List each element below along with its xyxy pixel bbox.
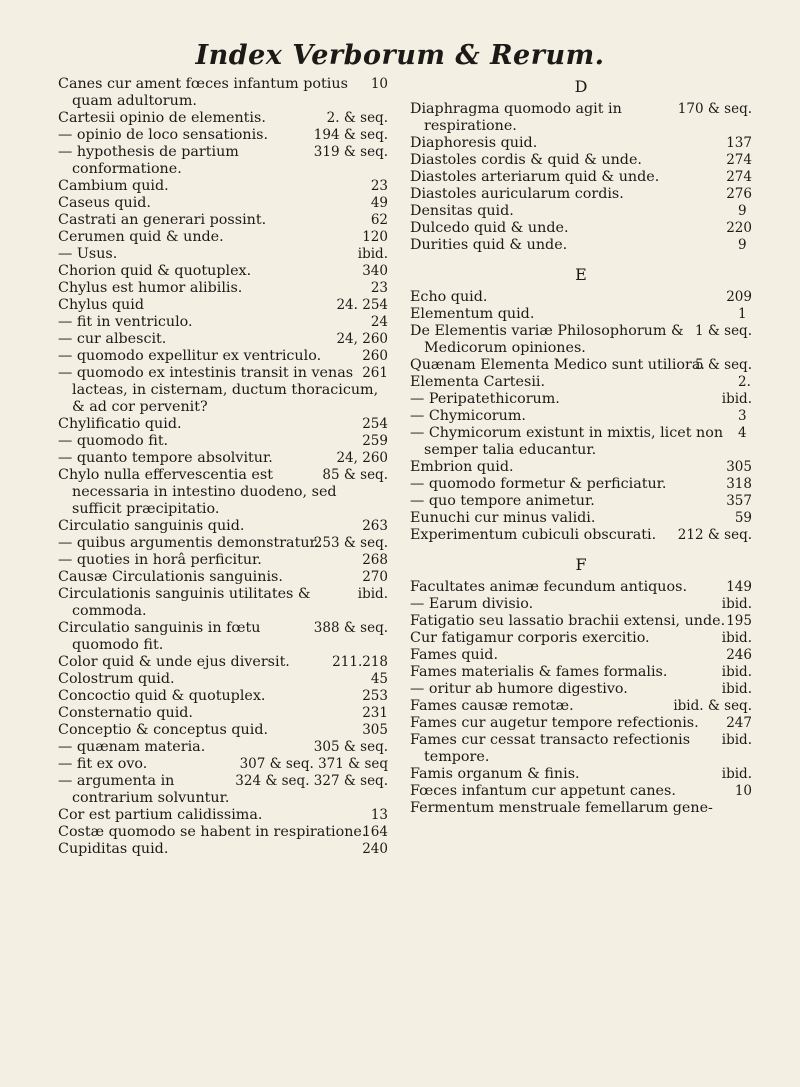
page-ref: 149 [726, 579, 752, 595]
entry-text: — argumenta in contrarium solvuntur. [58, 773, 230, 806]
entry-text: Cambium quid. [58, 178, 169, 194]
index-entry [410, 579, 752, 596]
entry-text: Quænam Elementa Medico sunt utiliora. [410, 357, 705, 373]
page-ref: 270 [362, 569, 388, 585]
page-ref: ibid. [721, 391, 752, 407]
index-entry: 1 Elementum quid. [410, 306, 747, 322]
page-ref: 319 & seq. [313, 144, 388, 160]
entry-text: Elementum quid. [410, 306, 535, 322]
entry-text: Fames cur cessat transacto refectionis tempore. [410, 732, 691, 765]
entry-text: Famis organum & finis. [410, 766, 580, 782]
page-ref: 59 [734, 510, 752, 526]
section-gap [410, 544, 752, 554]
entry-text: Fames cur augetur tempore refectionis. [410, 715, 699, 731]
index-entry [410, 357, 752, 374]
index-entry [58, 688, 388, 705]
page-ref: 164 [362, 824, 388, 840]
entry-text: Fermentum menstruale femellarum gene- [410, 800, 713, 816]
page-ref: 357 [726, 493, 752, 509]
right-column [410, 76, 752, 827]
page-ref: 247 [726, 715, 752, 731]
page-ref: ibid. & seq. [673, 698, 752, 714]
index-entry [410, 715, 752, 732]
page-ref: 5 & seq. [694, 357, 752, 373]
index-entry [58, 654, 388, 671]
entry-text: Densitas quid. [410, 203, 514, 219]
entry-text: Diastoles arteriarum quid & unde. [410, 169, 660, 185]
entry-text: Fœces infantum cur appetunt canes. [410, 783, 676, 799]
index-entry [58, 348, 388, 365]
index-entry [58, 552, 388, 569]
section-letter: E [575, 265, 587, 284]
entry-text: — Chymicorum existunt in mixtis, licet non semper talia educantur. [410, 425, 724, 458]
page-ref: 305 [362, 722, 388, 738]
index-entry [58, 467, 388, 518]
section-gap [410, 254, 752, 264]
entry-text: Echo quid. [410, 289, 488, 305]
entry-text: Chylus quid [58, 297, 144, 313]
page-ref: 10 [370, 76, 388, 92]
index-entry [410, 647, 752, 664]
index-entry [58, 331, 388, 348]
page-ref: 307 & seq. 371 & seq [239, 756, 388, 772]
index-entry [58, 110, 388, 127]
page-ref: 246 [726, 647, 752, 663]
entry-text: Circulationis sanguinis utilitates & commoda. [58, 586, 311, 619]
index-entry [58, 144, 388, 178]
index-entry [410, 596, 752, 613]
entry-text: Cerumen quid & unde. [58, 229, 224, 245]
index-entry [58, 535, 388, 552]
entry-text: — opinio de loco sensationis. [58, 127, 269, 143]
page-ref: ibid. [721, 681, 752, 697]
entry-text: Conceptio & conceptus quid. [58, 722, 269, 738]
page-ref: 85 & seq. [322, 467, 388, 483]
index-entry [58, 807, 388, 824]
page-ref: 253 [362, 688, 388, 704]
entry-text: Diaphragma quomodo agit in respiratione. [410, 101, 622, 134]
entry-text: Chylificatio quid. [58, 416, 182, 432]
entry-text: Cartesii opinio de elementis. [58, 110, 266, 126]
index-entry [410, 152, 752, 169]
index-entry [410, 732, 752, 766]
entry-text: Colostrum quid. [58, 671, 175, 687]
entry-text: — fit ex ovo. [58, 756, 148, 772]
page-ref: 62 [370, 212, 388, 228]
entry-text: Eunuchi cur minus validi. [410, 510, 596, 526]
index-entry [410, 186, 752, 203]
index-entry [58, 246, 388, 263]
page-ref: 268 [362, 552, 388, 568]
index-entry [58, 739, 388, 756]
entry-text: Elementa Cartesii. [410, 374, 546, 390]
entry-text: Canes cur ament fœces infantum potius quam adultorum. [58, 76, 348, 109]
index-entry [410, 800, 752, 817]
index-entry [410, 630, 752, 647]
index-entry [410, 664, 752, 681]
index-entry [410, 323, 752, 357]
entry-text: — quomodo expellitur ex ventriculo. [58, 348, 322, 364]
index-entry [58, 620, 388, 654]
section-gap [410, 817, 752, 827]
index-entry [58, 433, 388, 450]
index-entry [410, 169, 752, 186]
page-ref: 220 [726, 220, 752, 236]
index-entry [58, 569, 388, 586]
entry-text: Embrion quid. [410, 459, 514, 475]
entry-text: Concoctio quid & quotuplex. [58, 688, 266, 704]
entry-text: — quomodo formetur & perficiatur. [410, 476, 667, 492]
entry-text: Chorion quid & quotuplex. [58, 263, 252, 279]
entry-text: Dulcedo quid & unde. [410, 220, 569, 236]
page-ref: ibid. [357, 586, 388, 602]
page-ref: 211.218 [332, 654, 388, 670]
page-ref: 209 [726, 289, 752, 305]
page-ref: 1 & seq. [694, 323, 752, 339]
index-entry [58, 212, 388, 229]
index-entry [410, 289, 752, 306]
section-letter: D [574, 77, 588, 96]
page-ref: 195 [726, 613, 752, 629]
entry-text: Chylus est humor alibilis. [58, 280, 243, 296]
entry-text: — Chymicorum. [410, 408, 526, 424]
entry-text: De Elementis variæ Philosophorum & Medicorum opiniones. [410, 323, 684, 356]
index-entry: 2. Elementa Cartesii. [410, 374, 751, 390]
entry-text: — quomodo ex intestinis transit in venas lacteas, in cisternam, ductum thoracicum, & ad cor pervenit? [58, 365, 379, 415]
entry-text: — Earum divisio. [410, 596, 534, 612]
index-entry [58, 586, 388, 620]
entry-text: — quanto tempore absolvitur. [58, 450, 273, 466]
entry-text: Durities quid & unde. [410, 237, 568, 253]
entry-text: Cor est partium calidissima. [58, 807, 263, 823]
index-entry [58, 722, 388, 739]
entry-text: Diaphoresis quid. [410, 135, 538, 151]
page-ref: 274 [726, 169, 752, 185]
index-entry [410, 459, 752, 476]
page-ref: 274 [726, 152, 752, 168]
page-ref: 13 [370, 807, 388, 823]
index-entry [58, 76, 388, 110]
index-entry: 9 Densitas quid. [410, 203, 747, 219]
page-ref: 261 [362, 365, 388, 381]
index-entry [58, 280, 388, 297]
entry-text: — quo tempore animetur. [410, 493, 595, 509]
entry-text: — hypothesis de partium conformatione. [58, 144, 239, 177]
section-letter: F [575, 555, 587, 574]
index-entry: 3 — Chymicorum. [410, 408, 747, 424]
page-ref: ibid. [721, 766, 752, 782]
index-entry [410, 220, 752, 237]
entry-text: — Peripatethicorum. [410, 391, 560, 407]
page-ref: ibid. [357, 246, 388, 262]
page-ref: 340 [362, 263, 388, 279]
index-entry [410, 101, 752, 135]
page-ref: 2. & seq. [326, 110, 388, 126]
index-entry [58, 824, 388, 841]
entry-text: — quænam materia. [58, 739, 206, 755]
entry-text: Cupiditas quid. [58, 841, 169, 857]
page-ref: 318 [726, 476, 752, 492]
entry-text: Causæ Circulationis sanguinis. [58, 569, 283, 585]
entry-text: Experimentum cubiculi obscurati. [410, 527, 657, 543]
entry-text: Diastoles cordis & quid & unde. [410, 152, 642, 168]
index-entry [410, 681, 752, 698]
page-ref: 24, 260 [336, 331, 388, 347]
index-entry [58, 263, 388, 280]
page-ref: 388 & seq. [313, 620, 388, 636]
page-ref: 10 [734, 783, 752, 799]
index-entry [58, 416, 388, 433]
page-ref: ibid. [721, 630, 752, 646]
index-entry [410, 493, 752, 510]
index-entry [58, 178, 388, 195]
page-ref: 231 [362, 705, 388, 721]
page-ref: 23 [370, 178, 388, 194]
entry-text: Cur fatigamur corporis exercitio. [410, 630, 650, 646]
index-entry [58, 773, 388, 807]
page-ref: 253 & seq. [313, 535, 388, 551]
index-entry [58, 314, 388, 331]
page-ref: 263 [362, 518, 388, 534]
page-ref: 259 [362, 433, 388, 449]
page-ref: 45 [370, 671, 388, 687]
page-ref: ibid. [721, 732, 752, 748]
page-ref: ibid. [721, 664, 752, 680]
page-ref: 23 [370, 280, 388, 296]
page-ref: 170 & seq. [677, 101, 752, 117]
page-ref: 260 [362, 348, 388, 364]
page-ref: 212 & seq. [677, 527, 752, 543]
entry-text: — fit in ventriculo. [58, 314, 193, 330]
index-entry [58, 127, 388, 144]
entry-text: Fames quid. [410, 647, 499, 663]
entry-text: — quomodo fit. [58, 433, 169, 449]
index-entry [58, 518, 388, 535]
entry-text: Diastoles auricularum cordis. [410, 186, 624, 202]
entry-text: Fames causæ remotæ. [410, 698, 574, 714]
index-entry [58, 671, 388, 688]
entry-text: Castrati an generari possint. [58, 212, 267, 228]
index-entry [58, 229, 388, 246]
index-entry [58, 297, 388, 314]
index-entry [410, 613, 752, 630]
entry-text: Fatigatio seu lassatio brachii extensi, unde. [410, 613, 726, 629]
entry-text: — quibus argumentis demonstratur. [58, 535, 320, 551]
index-entry [410, 476, 752, 493]
index-entry [58, 450, 388, 467]
page-ref: 194 & seq. [313, 127, 388, 143]
page-ref: 24, 260 [336, 450, 388, 466]
page-ref: 49 [370, 195, 388, 211]
entry-text: Fames materialis & fames formalis. [410, 664, 668, 680]
page-ref: 305 & seq. [313, 739, 388, 755]
left-column [58, 76, 388, 858]
index-entry [410, 135, 752, 152]
entry-text: — oritur ab humore digestivo. [410, 681, 628, 697]
index-entry [410, 391, 752, 408]
page-ref: 324 & seq. 327 & seq. [235, 773, 388, 789]
entry-text: Facultates animæ fecundum antiquos. [410, 579, 687, 595]
entry-text: Color quid & unde ejus diversit. [58, 654, 290, 670]
index-entry [410, 766, 752, 783]
entry-text: Circulatio sanguinis in fœtu quomodo fit. [58, 620, 261, 653]
page-ref: 254 [362, 416, 388, 432]
entry-text: Consternatio quid. [58, 705, 193, 721]
index-entry [58, 365, 388, 416]
index-entry [58, 756, 388, 773]
index-entry: 9 Durities quid & unde. [410, 237, 747, 253]
page-ref: 276 [726, 186, 752, 202]
entry-text: — quoties in horâ perficitur. [58, 552, 262, 568]
entry-text: Chylo nulla effervescentia est necessaria in intestino duodeno, sed sufficit præcipitatio. [58, 467, 337, 517]
index-entry [410, 783, 752, 800]
page-ref: 137 [726, 135, 752, 151]
entry-text: Caseus quid. [58, 195, 151, 211]
index-entry [58, 195, 388, 212]
entry-text: Costæ quomodo se habent in respiratione. [58, 824, 367, 840]
page-ref: 24. 254 [336, 297, 388, 313]
page-ref: 240 [362, 841, 388, 857]
page-ref: ibid. [721, 596, 752, 612]
entry-text: — Usus. [58, 246, 118, 262]
page-title: Index Verborum & Rerum. [195, 40, 605, 71]
entry-text: — cur albescit. [58, 331, 167, 347]
page-ref: 120 [362, 229, 388, 245]
page-ref: 24 [370, 314, 388, 330]
index-entry [410, 527, 752, 544]
index-entry [410, 510, 752, 527]
index-entry: 4 — Chymicorum existunt in mixtis, licet non semper talia educantur. [410, 425, 747, 458]
index-entry [410, 698, 752, 715]
page-ref: 305 [726, 459, 752, 475]
index-entry [58, 841, 388, 858]
index-entry [58, 705, 388, 722]
entry-text: Circulatio sanguinis quid. [58, 518, 245, 534]
